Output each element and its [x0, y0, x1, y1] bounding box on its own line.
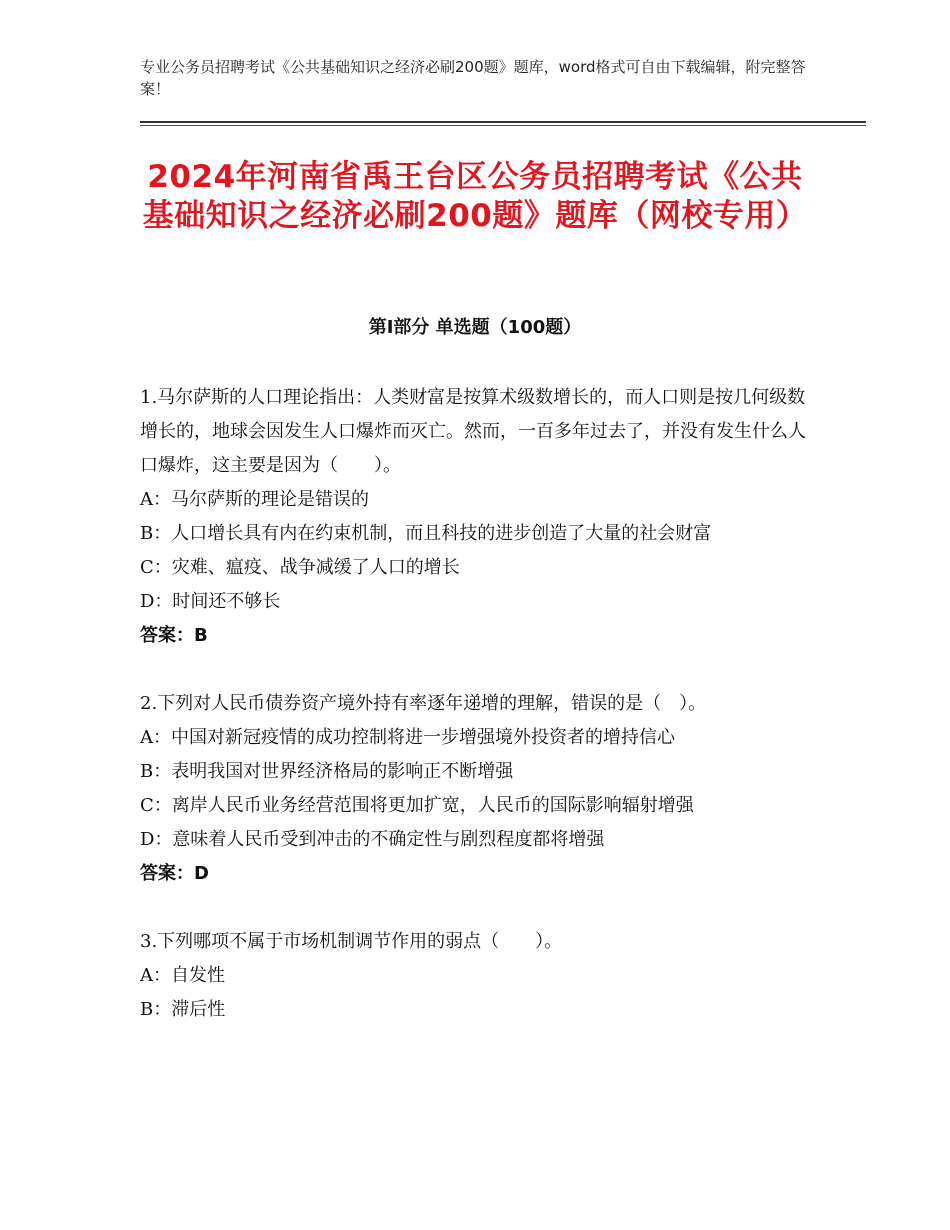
- question-option: A：马尔萨斯的理论是错误的: [140, 489, 369, 510]
- question-option: C：离岸人民币业务经营范围将更加扩宽，人民币的国际影响辐射增强: [140, 795, 694, 816]
- question-option: B：滞后性: [140, 999, 226, 1020]
- question-stem: 1.马尔萨斯的人口理论指出：人类财富是按算术级数增长的，而人口则是按几何级数增长的，地球会因发生人口爆炸而灭亡。然而，一百多年过去了，并没有发生什么人口爆炸，这主要是因为（ ）。: [140, 387, 806, 476]
- header-note: 专业公务员招聘考试《公共基础知识之经济必刷200题》题库，word格式可自由下载编辑，附完整答案！: [140, 58, 806, 98]
- header-divider: [140, 121, 866, 123]
- section-title: 第Ⅰ部分 单选题（100题）: [368, 317, 582, 338]
- question-item: [140, 687, 810, 891]
- question-answer: 答案：B: [140, 625, 208, 646]
- question-option: B：表明我国对世界经济格局的影响正不断增强: [140, 761, 514, 782]
- document-title: 2024年河南省禹王台区公务员招聘考试《公共基础知识之经济必刷200题》题库（网校专用）: [142, 159, 808, 234]
- question-option: B：人口增长具有内在约束机制，而且科技的进步创造了大量的社会财富: [140, 523, 712, 544]
- question-option: D：时间还不够长: [140, 591, 281, 612]
- question-option: D：意味着人民币受到冲击的不确定性与剧烈程度都将增强: [140, 829, 605, 850]
- question-option: A：中国对新冠疫情的成功控制将进一步增强境外投资者的增持信心: [140, 727, 675, 748]
- question-stem: 3.下列哪项不属于市场机制调节作用的弱点（ ）。: [140, 931, 563, 952]
- question-option: A：自发性: [140, 965, 225, 986]
- question-item: [140, 381, 810, 653]
- question-stem: 2.下列对人民币债券资产境外持有率逐年递增的理解，错误的是（ ）。: [140, 693, 707, 714]
- question-item: [140, 925, 810, 1027]
- question-option: C：灾难、瘟疫、战争减缓了人口的增长: [140, 557, 460, 578]
- header-divider-thin: [140, 125, 866, 126]
- question-answer: 答案：D: [140, 863, 209, 884]
- question-list: [140, 381, 810, 1061]
